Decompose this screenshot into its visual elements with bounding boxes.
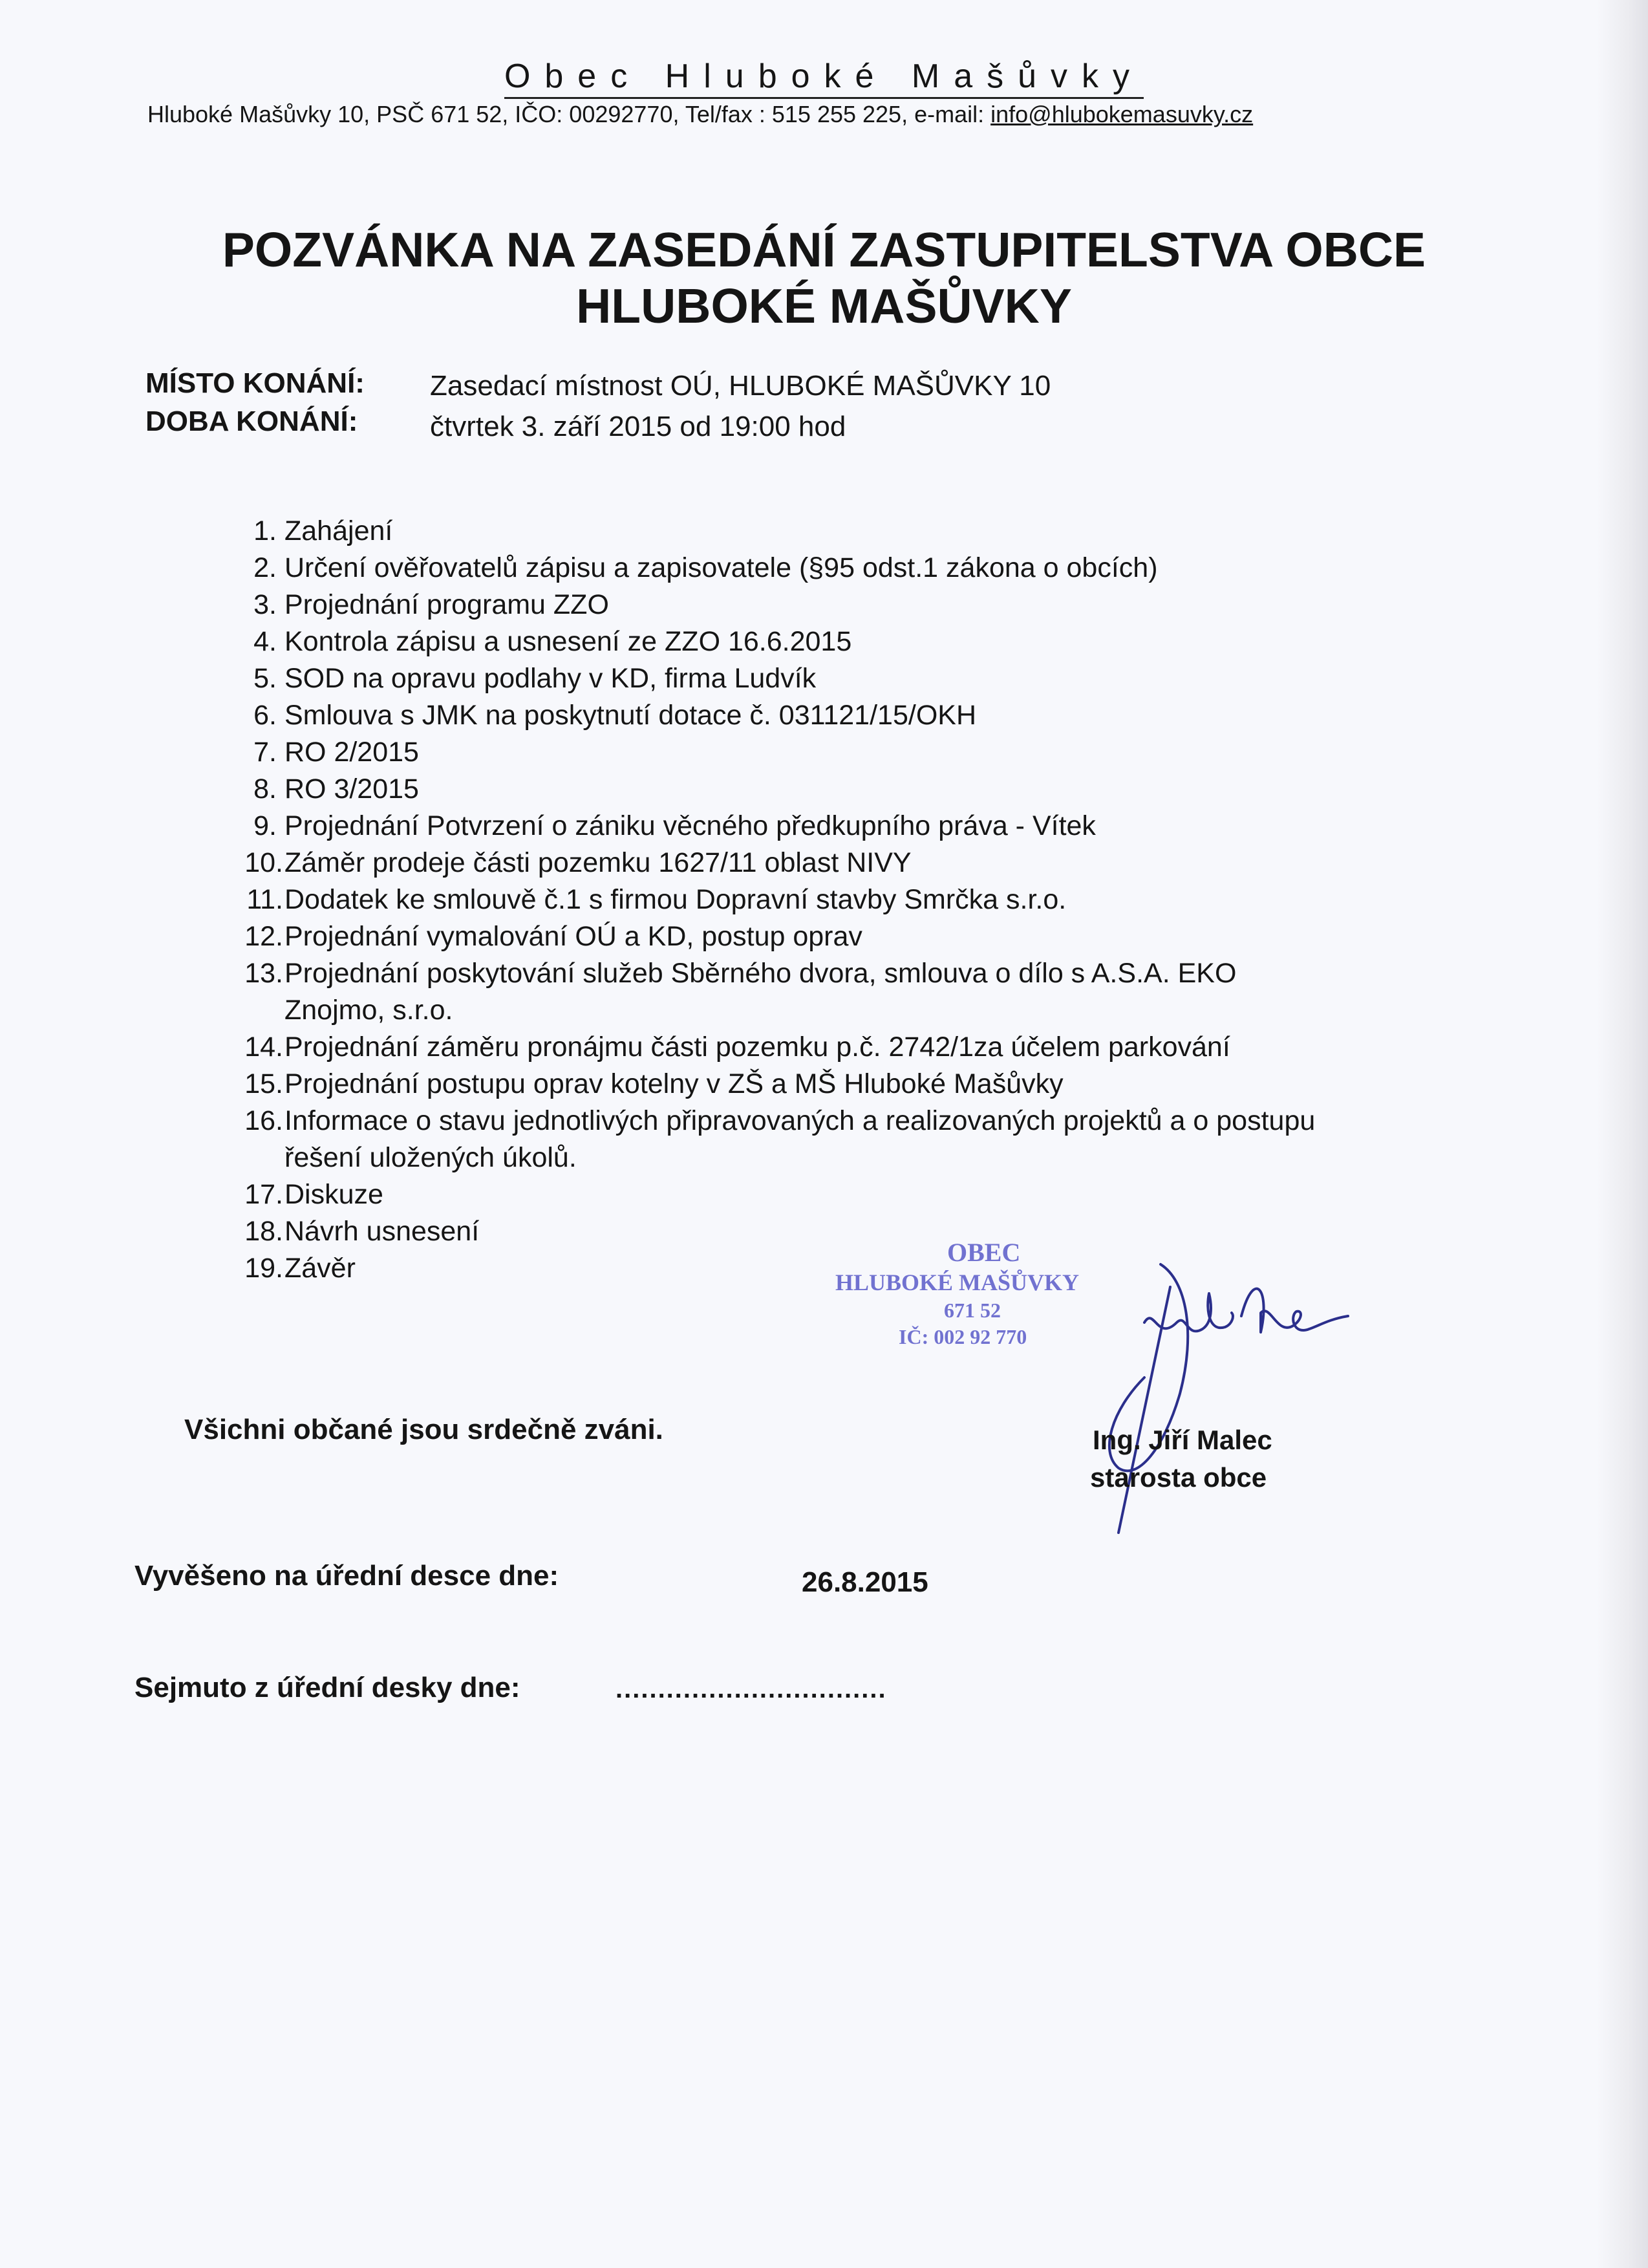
agenda-item-number: 4.: [253, 626, 277, 657]
agenda-item-number: 10.: [244, 847, 283, 878]
agenda-item-text: Návrh usnesení: [284, 1216, 480, 1247]
removed-label: Sejmuto z úřední desky dne:: [134, 1672, 520, 1703]
stamp-line-1: OBEC: [947, 1238, 1021, 1267]
agenda-item: [233, 660, 1315, 697]
time-value: čtvrtek 3. září 2015 od 19:00 hod: [430, 411, 846, 442]
agenda-item-number: 14.: [244, 1031, 283, 1063]
agenda-item-number: 13.: [244, 958, 283, 989]
invitation-text: Všichni občané jsou srdečně zváni.: [184, 1414, 663, 1445]
removed-date-blank: ................................: [615, 1675, 887, 1703]
agenda-item: [233, 734, 1315, 771]
agenda-list: [233, 513, 1315, 1287]
signature-body: [1144, 1293, 1233, 1331]
agenda-item: [233, 771, 1315, 808]
agenda-item: [233, 955, 1315, 1029]
organization-address: [147, 101, 1253, 128]
stamp-text-group: [835, 1238, 1079, 1348]
agenda-item-text: Závěr: [284, 1253, 356, 1284]
agenda-item-text: RO 3/2015: [284, 773, 419, 805]
document-title-line-2: HLUBOKÉ MAŠŮVKY: [576, 279, 1072, 333]
agenda-item-text: Projednání poskytování služeb Sběrného dvora, smlouva o dílo s A.S.A. EKO Znojmo, s.r.o.: [284, 958, 1237, 1026]
agenda-item: [233, 918, 1315, 955]
agenda-item: [233, 1029, 1315, 1066]
signatory-name: Ing. Jiří Malec: [1093, 1425, 1272, 1455]
handwritten-signature: [1047, 1255, 1371, 1552]
agenda-item: [233, 623, 1315, 660]
agenda-item-number: 5.: [253, 663, 277, 694]
agenda-item-number: 8.: [253, 773, 277, 805]
document-title-line-1: POZVÁNKA NA ZASEDÁNÍ ZASTUPITELSTVA OBCE: [222, 222, 1426, 277]
place-value: Zasedací místnost OÚ, HLUBOKÉ MAŠŮVKY 10: [430, 370, 1051, 402]
agenda-item: [233, 550, 1315, 587]
stamp-line-2: HLUBOKÉ MAŠŮVKY: [835, 1269, 1080, 1295]
agenda-item-text: RO 2/2015: [284, 737, 419, 768]
address-text: Hluboké Mašůvky 10, PSČ 671 52, IČO: 00292770, Tel/fax : 515 255 225, e-mail:: [147, 101, 991, 127]
agenda-item: [233, 587, 1315, 623]
agenda-item-text: Projednání záměru pronájmu části pozemku p.č. 2742/1za účelem parkování: [284, 1031, 1230, 1063]
agenda-item-number: 12.: [244, 921, 283, 952]
agenda-item-number: 6.: [253, 700, 277, 731]
agenda-item-text: Záměr prodeje části pozemku 1627/11 oblast NIVY: [284, 847, 912, 878]
agenda-item-number: 18.: [244, 1216, 283, 1247]
agenda-item-text: Projednání programu ZZO: [284, 589, 609, 620]
agenda-item-number: 15.: [244, 1068, 283, 1099]
agenda-item-text: Projednání vymalování OÚ a KD, postup oprav: [284, 921, 862, 952]
agenda-item-number: 2.: [253, 552, 277, 583]
agenda-item: [233, 1066, 1315, 1103]
signatory-role: starosta obce: [1090, 1462, 1267, 1493]
agenda-item-text: Zahájení: [284, 515, 393, 546]
time-label: DOBA KONÁNÍ:: [145, 405, 358, 437]
agenda-item-text: SOD na opravu podlahy v KD, firma Ludvík: [284, 663, 817, 694]
agenda-item-text: Kontrola zápisu a usnesení ze ZZO 16.6.2015: [284, 626, 852, 657]
agenda-item-text: Určení ověřovatelů zápisu a zapisovatele (§95 odst.1 zákona o obcích): [284, 552, 1158, 583]
agenda-item-text: Diskuze: [284, 1179, 383, 1210]
agenda-item-number: 17.: [244, 1179, 283, 1210]
signature-tail: [1241, 1289, 1348, 1332]
agenda-item-number: 16.: [244, 1105, 283, 1136]
agenda-item-text: Projednání postupu oprav kotelny v ZŠ a MŠ Hluboké Mašůvky: [284, 1068, 1064, 1099]
agenda-item: [233, 845, 1315, 881]
email-link[interactable]: info@hlubokemasuvky.cz: [990, 101, 1254, 127]
agenda-item-text: Dodatek ke smlouvě č.1 s firmou Dopravní stavby Smrčka s.r.o.: [284, 884, 1067, 915]
agenda-item-number: 3.: [253, 589, 277, 620]
stamp-line-3: 671 52: [944, 1299, 1001, 1322]
posted-date: 26.8.2015: [802, 1566, 928, 1598]
agenda-item-number: 1.: [253, 515, 277, 546]
place-label: MÍSTO KONÁNÍ:: [145, 367, 365, 399]
agenda-item: [233, 1103, 1315, 1176]
agenda-item: [233, 808, 1315, 845]
organization-name: Obec Hluboké Mašůvky: [0, 57, 1648, 99]
agenda-item-text: Informace o stavu jednotlivých připravovaných a realizovaných projektů a o postupu řešení uložených úkolů.: [284, 1105, 1316, 1173]
agenda-item-number: 19.: [244, 1253, 283, 1284]
scan-edge-shadow: [1596, 0, 1648, 2268]
agenda-item-text: Smlouva s JMK na poskytnutí dotace č. 031121/15/OKH: [284, 700, 977, 731]
posted-label: Vyvěšeno na úřední desce dne:: [134, 1560, 559, 1592]
agenda-item: [233, 881, 1315, 918]
agenda-item-number: 11.: [246, 884, 283, 915]
agenda-item-text: Projednání Potvrzení o zániku věcného předkupního práva - Vítek: [284, 810, 1096, 841]
agenda-item: [233, 513, 1315, 550]
agenda-item-number: 9.: [253, 810, 277, 841]
agenda-item: [233, 1176, 1315, 1213]
agenda-item: [233, 697, 1315, 734]
stamp-line-4: IČ: 002 92 770: [899, 1325, 1027, 1348]
agenda-item-number: 7.: [253, 737, 277, 768]
